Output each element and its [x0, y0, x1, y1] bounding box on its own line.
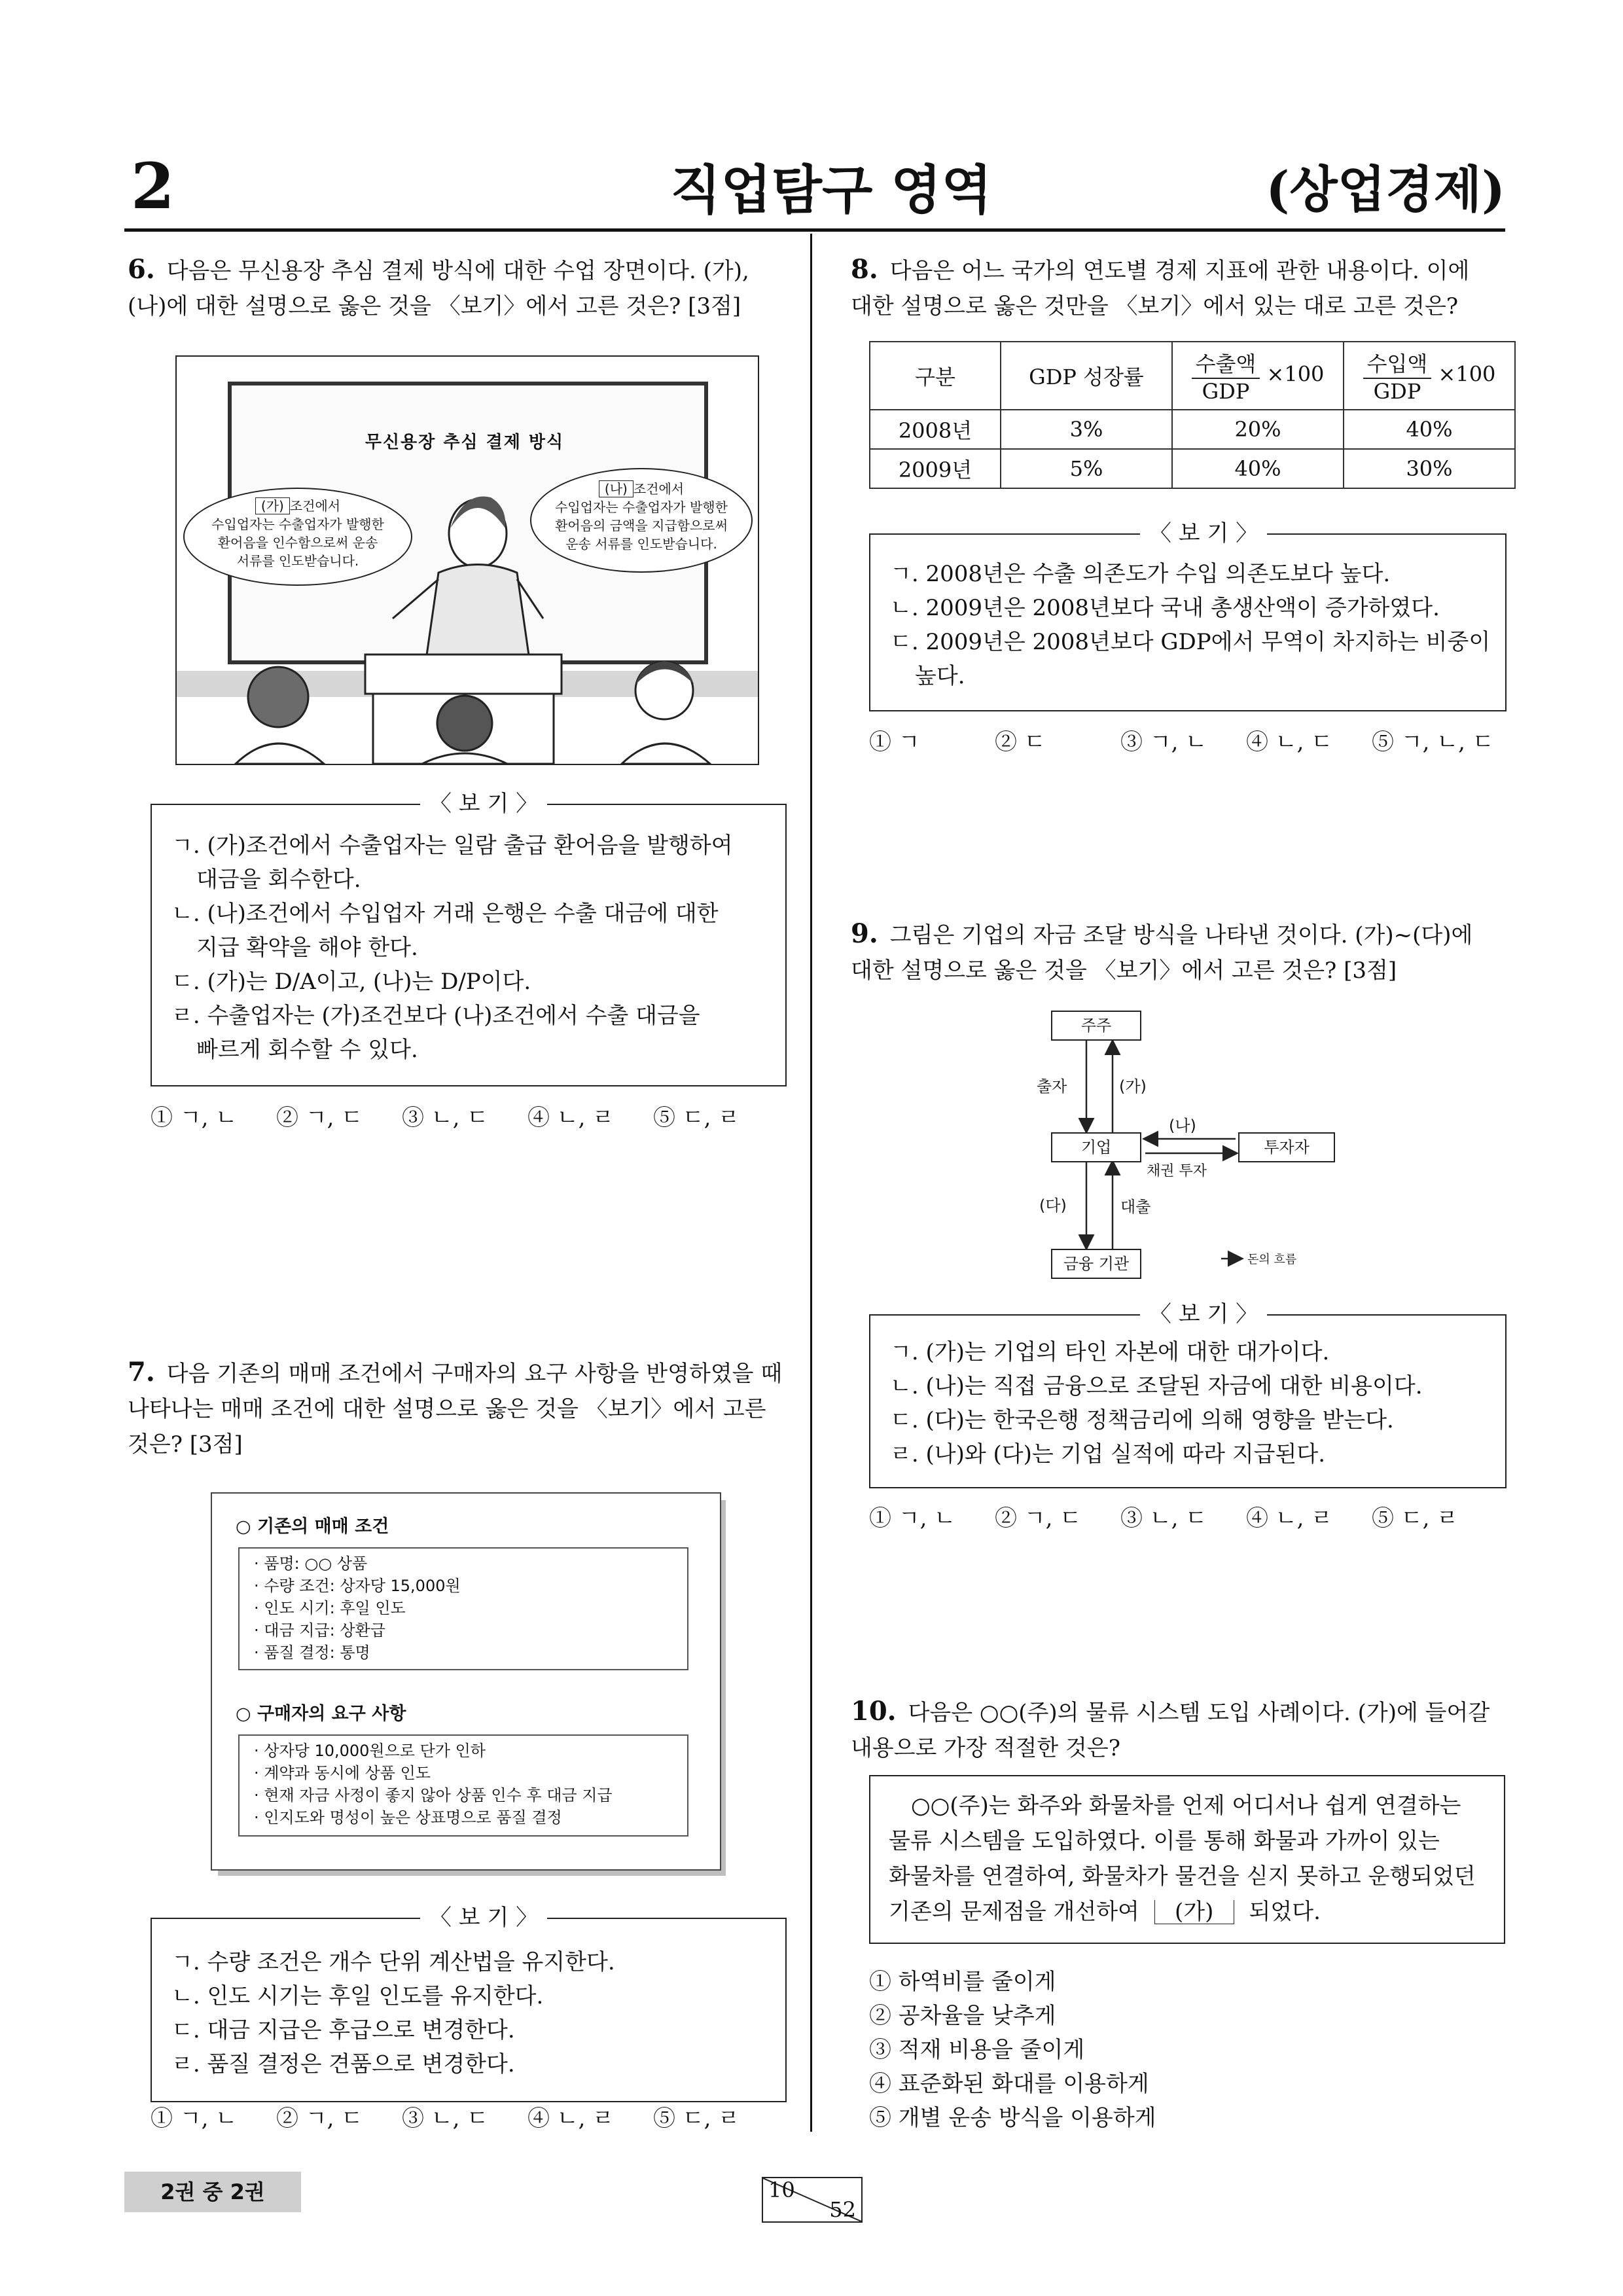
bogi-item: ㄷ. 대금 지급은 후급으로 변경한다. [171, 2017, 515, 2043]
option-2[interactable]: ② ㄱ, ㄷ [276, 2106, 363, 2132]
table-cell: 5% [1001, 449, 1172, 488]
bogi-title: 〈 보 기 〉 [420, 1905, 547, 1931]
label-na: (나) [1169, 1117, 1196, 1135]
option-4[interactable]: ④ ㄴ, ㄹ [1246, 1505, 1333, 1532]
table-header: $\frac{\text{수출액}}{\text{GDP}}$ ×100 [1172, 342, 1344, 410]
q8-indicator-table [869, 341, 1516, 489]
board-title: 무신용장 추심 결제 방식 [365, 433, 565, 452]
bogi-item: ㄴ. (나)조건에서 수입업자 거래 은행은 수출 대금에 대한 지급 확약을 해야 한다. [171, 901, 719, 961]
bogi-item: ㄴ. (나)는 직접 금융으로 조달된 자금에 대한 비용이다. [890, 1373, 1423, 1399]
question-stem: 것은? [3점] [128, 1431, 243, 1458]
bogi-item: ㄱ. (가)는 기업의 타인 자본에 대한 대가이다. [890, 1339, 1330, 1365]
bogi-title: 〈 보 기 〉 [420, 791, 547, 817]
speech-bubble-b: (나) 조건에서 수입업자는 수출업자가 발행한 환어음의 금액을 지급함으로써 운송 서류를 인도받습니다. [530, 468, 753, 573]
speech-bubble-a: (가) 조건에서 수입업자는 수출업자가 발행한 환어음을 인수함으로써 운송 서류를 인도받습니다. [183, 488, 412, 586]
section-title-buyer: ○ 구매자의 요구 사항 [236, 1704, 406, 1724]
question-stem: 대한 설명으로 옳은 것을 〈보기〉에서 고른 것은? [3점] [851, 958, 1397, 984]
buyer-requests-box: · 상자당 10,000원으로 단가 인하 · 계약과 동시에 상품 인도 · 현재 자금 사정이 좋지 않아 상품 인수 후 대금 지급 · 인지도와 명성이 높은 상표명으로 품질 결정 [238, 1734, 688, 1837]
total-pages: 52 [829, 2197, 856, 2222]
investor-box: 투자자 [1238, 1132, 1335, 1162]
classroom-illustration [175, 355, 759, 765]
bogi-item: ㄹ. 품질 결정은 견품으로 변경한다. [171, 2051, 515, 2077]
table-cell: 2009년 [870, 449, 1001, 488]
option-1[interactable]: ① 하역비를 줄이게 [869, 1969, 1056, 1995]
option-2[interactable]: ② ㄱ, ㄷ [995, 1505, 1082, 1532]
q6-options [151, 1103, 792, 1132]
question-number: 9. [851, 918, 878, 949]
bogi-title: 〈 보 기 〉 [1140, 520, 1267, 547]
volume-label: 2권 중 2권 [124, 2172, 301, 2212]
question-stem: 내용으로 가장 적절한 것은? [851, 1735, 1120, 1761]
page-number: 2 [131, 149, 175, 223]
option-3[interactable]: ③ ㄴ, ㄷ [402, 1105, 489, 1131]
question-stem: 다음은 ○○(주)의 물류 시스템 도입 사례이다. (가)에 들어갈 [908, 1700, 1490, 1726]
option-1[interactable]: ① ㄱ, ㄴ [869, 1505, 956, 1532]
q9-bogi-box [869, 1301, 1507, 1488]
answer-blank: (가) [1154, 1900, 1234, 1924]
table-row [870, 449, 1515, 488]
option-4[interactable]: ④ ㄴ, ㄹ [527, 2106, 615, 2132]
question-number: 7. [128, 1357, 155, 1388]
option-5[interactable]: ⑤ 개별 운송 방식을 이용하게 [869, 2105, 1156, 2131]
page-header [124, 147, 1505, 232]
question-stem: (나)에 대한 설명으로 옳은 것을 〈보기〉에서 고른 것은? [3점] [128, 293, 741, 319]
option-4[interactable]: ④ 표준화된 화대를 이용하게 [869, 2071, 1149, 2097]
question-stem: 다음은 어느 국가의 연도별 경제 지표에 관한 내용이다. 이에 [889, 258, 1470, 284]
question-stem: 다음 기존의 매매 조건에서 구매자의 요구 사항을 반영하였을 때 [166, 1361, 783, 1387]
bogi-item: ㄱ. (가)조건에서 수출업자는 일람 출급 환어음을 발행하여 대금을 회수한다. [171, 833, 733, 893]
q6-bogi-box [151, 791, 787, 1086]
table-cell: 2008년 [870, 410, 1001, 449]
column-divider [810, 234, 812, 2132]
table-cell: 30% [1344, 449, 1515, 488]
bogi-item: ㄷ. (다)는 한국은행 정책금리에 의해 영향을 받는다. [890, 1407, 1394, 1433]
table-header: GDP 성장률 [1001, 342, 1172, 410]
bank-box: 금융 기관 [1051, 1249, 1141, 1279]
option-3[interactable]: ③ 적재 비용을 줄이게 [869, 2037, 1085, 2063]
q8-options [869, 728, 1510, 757]
label-loan: 대출 [1120, 1198, 1151, 1216]
question-7 [128, 1355, 789, 1462]
company-box: 기업 [1051, 1132, 1141, 1162]
q9-options [869, 1504, 1510, 1533]
teacher-students-drawing [177, 357, 758, 764]
section-title: 직업탐구 영역 [670, 159, 992, 221]
table-cell: 20% [1172, 410, 1344, 449]
question-8 [851, 252, 1512, 324]
option-1[interactable]: ① ㄱ [869, 729, 920, 755]
page-counter [762, 2177, 863, 2223]
label-da: (다) [1039, 1196, 1067, 1215]
bogi-item: ㄱ. 수량 조건은 개수 단위 계산법을 유지한다. [171, 1949, 615, 1975]
option-5[interactable]: ⑤ ㄷ, ㄹ [653, 1105, 740, 1131]
question-6 [128, 252, 782, 324]
current-page: 10 [768, 2178, 795, 2202]
option-5[interactable]: ⑤ ㄷ, ㄹ [1372, 1505, 1459, 1532]
bogi-item: ㄴ. 인도 시기는 후일 인도를 유지한다. [171, 1983, 544, 2009]
funding-flow-diagram [1021, 1008, 1387, 1283]
option-3[interactable]: ③ ㄴ, ㄷ [1120, 1505, 1207, 1532]
option-2[interactable]: ② ㄷ [995, 729, 1046, 755]
question-number: 6. [128, 254, 155, 285]
section-title-existing: ○ 기존의 매매 조건 [236, 1516, 389, 1537]
q7-condition-panel [211, 1492, 721, 1871]
question-stem: 그림은 기업의 자금 조달 방식을 나타낸 것이다. (가)~(다)에 [889, 922, 1473, 948]
option-5[interactable]: ⑤ ㄱ, ㄴ, ㄷ [1372, 729, 1494, 755]
existing-terms-box: · 품명: ○○ 상품 · 수량 조건: 상자당 15,000원 · 인도 시기: 후일 인도 · 대금 지급: 상환급 · 품질 결정: 통명 [238, 1547, 688, 1670]
bogi-item: ㄹ. (나)와 (다)는 기업 실적에 따라 지급된다. [890, 1441, 1326, 1467]
q10-options [869, 1965, 1497, 2135]
subject-title: (상업경제) [1266, 160, 1505, 219]
question-10 [851, 1694, 1512, 1766]
question-number: 8. [851, 254, 878, 285]
option-1[interactable]: ① ㄱ, ㄴ [151, 1105, 238, 1131]
option-1[interactable]: ① ㄱ, ㄴ [151, 2106, 238, 2132]
option-2[interactable]: ② ㄱ, ㄷ [276, 1105, 363, 1131]
q10-case-box: ○○(주)는 화주와 화물차를 언제 어디서나 쉽게 연결하는 물류 시스템을 도입하였다. 이를 통해 화물과 가까이 있는 화물차를 연결하여, 화물차가 물건을 싣지 못하고 운행되었던 기존의 문제점을 개선하여 (가) 되었다. [869, 1775, 1505, 1944]
bogi-item: ㄹ. 수출업자는 (가)조건보다 (나)조건에서 수출 대금을 빠르게 회수할 수 있다. [171, 1003, 700, 1063]
blank-tag-a: (가) [255, 497, 290, 514]
option-4[interactable]: ④ ㄴ, ㄹ [527, 1105, 615, 1131]
table-header-row [870, 342, 1515, 410]
option-4[interactable]: ④ ㄴ, ㄷ [1246, 729, 1333, 755]
legend-money-flow: 돈의 흐름 [1247, 1253, 1297, 1266]
option-3[interactable]: ③ ㄴ, ㄷ [402, 2106, 489, 2132]
question-number: 10. [851, 1696, 897, 1727]
label-contribution: 출자 [1037, 1077, 1067, 1096]
bogi-title: 〈 보 기 〉 [1140, 1301, 1267, 1327]
label-ga: (가) [1119, 1077, 1147, 1096]
option-5[interactable]: ⑤ ㄷ, ㄹ [653, 2106, 740, 2132]
shareholder-box: 주주 [1051, 1011, 1141, 1041]
bogi-item: ㄷ. (가)는 D/A이고, (나)는 D/P이다. [171, 969, 531, 995]
q7-options [151, 2104, 792, 2133]
table-header: $\frac{\text{수입액}}{\text{GDP}}$ ×100 [1344, 342, 1515, 410]
question-stem: 대한 설명으로 옳은 것만을 〈보기〉에서 있는 대로 고른 것은? [851, 293, 1459, 319]
table-cell: 3% [1001, 410, 1172, 449]
table-cell: 40% [1172, 449, 1344, 488]
bogi-item: ㄷ. 2009년은 2008년보다 GDP에서 무역이 차지하는 비중이 높다. [890, 629, 1491, 689]
blank-tag-b: (나) [599, 480, 633, 497]
question-stem: 다음은 무신용장 추심 결제 방식에 대한 수업 장면이다. (가), [166, 258, 749, 284]
option-3[interactable]: ③ ㄱ, ㄴ [1120, 729, 1207, 755]
table-cell: 40% [1344, 410, 1515, 449]
question-stem: 나타나는 매매 조건에 대한 설명으로 옳은 것을 〈보기〉에서 고른 [128, 1396, 766, 1422]
bogi-item: ㄴ. 2009년은 2008년보다 국내 총생산액이 증가하였다. [890, 595, 1440, 621]
label-bond: 채권 투자 [1147, 1163, 1207, 1179]
table-header: 구분 [870, 342, 1001, 410]
option-2[interactable]: ② 공차율을 낮추게 [869, 2003, 1056, 2029]
question-9 [851, 916, 1512, 988]
header-rule [124, 228, 1505, 232]
table-row [870, 410, 1515, 449]
bogi-item: ㄱ. 2008년은 수출 의존도가 수입 의존도보다 높다. [890, 561, 1391, 587]
q8-bogi-box [869, 520, 1507, 711]
q7-bogi-box [151, 1905, 787, 2102]
